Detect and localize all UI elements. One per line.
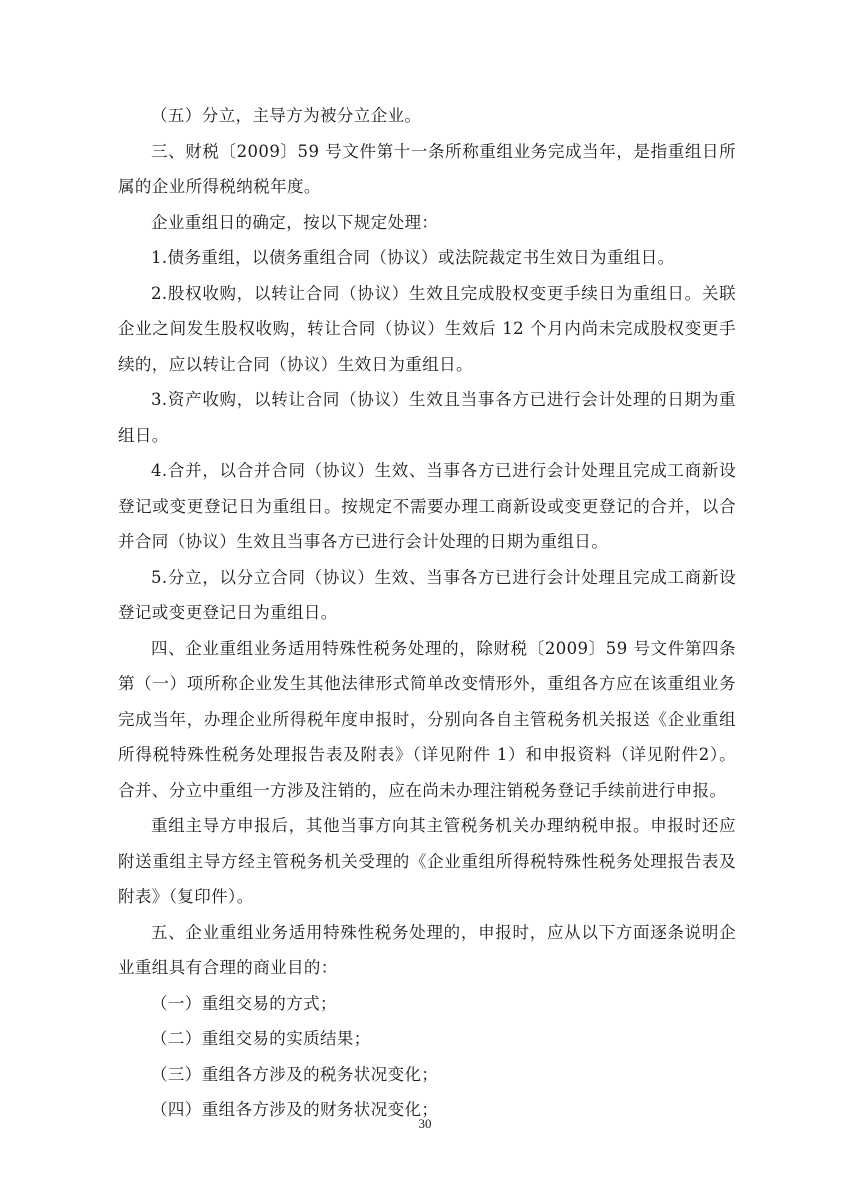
list-item: （三）重组各方涉及的税务状况变化； [151, 1064, 439, 1084]
page-number: 30 [418, 1116, 432, 1131]
paragraph: （五）分立，主导方为被分立企业。 [151, 106, 422, 125]
document-body [118, 98, 736, 1128]
paragraph: 企业重组日的确定，按以下规定处理： [151, 212, 439, 232]
paragraph: 2.股权收购，以转让合同（协议）生效且完成股权变更手续日为重组日。关联企业之间发生股权收购，转让合同（协议）生效后 12 个月内尚未完成股权变更手续的，应以转让合同（协议）生效日为重组日。 [118, 283, 736, 374]
list-item: （四）重组各方涉及的财务状况变化； [151, 1100, 439, 1119]
paragraph: 3.资产收购，以转让合同（协议）生效且当事各方已进行会计处理的日期为重组日。 [118, 390, 736, 445]
paragraph: 四、企业重组业务适用特殊性税务处理的，除财税〔2009〕59 号文件第四条第（一）项所称企业发生其他法律形式简单改变情形外，重组各方应在该重组业务完成当年，办理企业所得税年度申报时，分别向各自主管税务机关报送《企业重组所得税特殊性税务处理报告表及附表》（详见附件 1）和申报资料（详见附件2）。合并、分立中重组一方涉及注销的，应在尚未办理注销税务登记手续前进行申报。 [118, 638, 736, 800]
paragraph: 五、企业重组业务适用特殊性税务处理的，申报时，应从以下方面逐条说明企业重组具有合理的商业目的： [118, 922, 736, 977]
paragraph: 重组主导方申报后，其他当事方向其主管税务机关办理纳税申报。申报时还应附送重组主导方经主管税务机关受理的《企业重组所得税特殊性税务处理报告表及附表》（复印件）。 [118, 816, 736, 906]
paragraph: 1.债务重组，以债务重组合同（协议）或法院裁定书生效日为重组日。 [151, 248, 675, 267]
paragraph: 4.合并，以合并合同（协议）生效、当事各方已进行会计处理且完成工商新设登记或变更登记日为重组日。按规定不需要办理工商新设或变更登记的合并，以合并合同（协议）生效且当事各方已进行会计处理的日期为重组日。 [118, 461, 736, 551]
paragraph: 5.分立，以分立合同（协议）生效、当事各方已进行会计处理且完成工商新设登记或变更登记日为重组日。 [118, 567, 736, 622]
list-item: （一）重组交易的方式； [151, 993, 337, 1013]
paragraph: 三、财税〔2009〕59 号文件第十一条所称重组业务完成当年，是指重组日所属的企业所得税纳税年度。 [118, 141, 736, 196]
list-item: （二）重组交易的实质结果； [151, 1029, 371, 1048]
